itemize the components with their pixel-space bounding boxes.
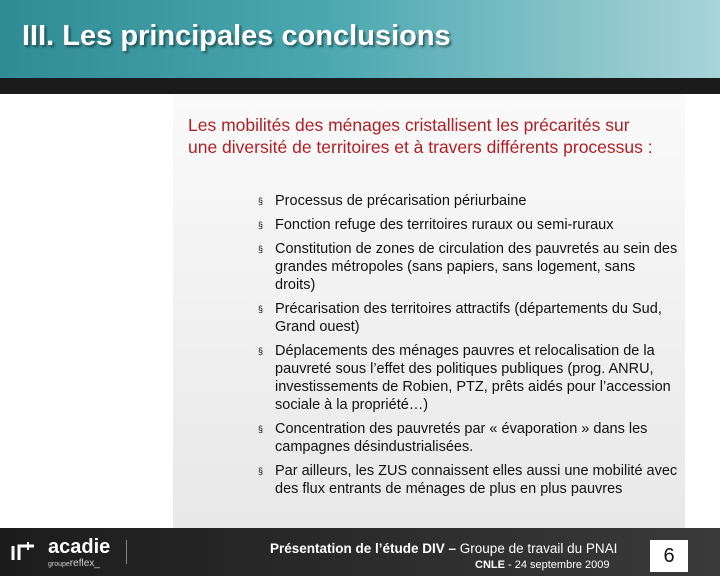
bullet-text: Constitution de zones de circulation des pauvretés au sein des grandes métropoles (sans papiers, sans logement, sans droits) bbox=[275, 241, 678, 293]
title-divider-band bbox=[0, 78, 720, 94]
bullet-text: Par ailleurs, les ZUS connaissent elles aussi une mobilité avec des flux entrants de ménages de plus en plus pauvres bbox=[275, 463, 678, 497]
bullet-marker: § bbox=[258, 244, 264, 254]
acadie-logo-icon bbox=[10, 538, 40, 566]
logo-name: acadie bbox=[48, 536, 111, 558]
lead-text: Les mobilités des ménages cristallisent les précarités sur une diversité de territoires et à travers différents processus : bbox=[188, 115, 653, 157]
bullet-item bbox=[258, 420, 678, 456]
bullet-item bbox=[258, 240, 678, 294]
bullet-text: Processus de précarisation périurbaine bbox=[275, 193, 527, 209]
bullet-marker: § bbox=[258, 424, 264, 434]
title-banner bbox=[0, 0, 720, 78]
content-panel bbox=[173, 94, 685, 528]
bullet-marker: § bbox=[258, 220, 264, 230]
bullet-text: Déplacements des ménages pauvres et relocalisation de la pauvreté sous l’effet des politiques publiques (prog. ANRU, investissements de Robien, PTZ, prêts aidés pour l’accession sociale à la propriété…) bbox=[275, 343, 671, 413]
footer-date-line bbox=[475, 559, 610, 571]
logo-suffix: reflex_ bbox=[69, 558, 100, 569]
bullet-text: Précarisation des territoires attractifs (départements du Sud, Grand ouest) bbox=[275, 301, 662, 335]
bullet-marker: § bbox=[258, 304, 264, 314]
bullet-item bbox=[258, 300, 678, 336]
bullet-marker: § bbox=[258, 196, 264, 206]
logo-prefix: groupe bbox=[48, 561, 70, 568]
bullet-list bbox=[258, 192, 678, 504]
bullet-text: Fonction refuge des territoires ruraux ou semi-ruraux bbox=[275, 217, 614, 233]
page-number: 6 bbox=[650, 540, 688, 572]
group-label: Groupe de travail du PNAI bbox=[456, 541, 618, 556]
bullet-text: Concentration des pauvretés par « évaporation » dans les campagnes désindustrialisées. bbox=[275, 421, 648, 455]
footer-bar bbox=[0, 528, 720, 576]
logo-divider bbox=[126, 540, 127, 564]
footer-presentation-line bbox=[270, 541, 617, 556]
cnle-label: CNLE bbox=[475, 559, 505, 571]
bullet-marker: § bbox=[258, 466, 264, 476]
bullet-item bbox=[258, 462, 678, 498]
presentation-label: Présentation de l’étude DIV – bbox=[270, 541, 457, 556]
date-label: - 24 septembre 2009 bbox=[504, 559, 610, 571]
bullet-item bbox=[258, 192, 678, 210]
slide-title: III. Les principales conclusions bbox=[22, 20, 451, 52]
bullet-item bbox=[258, 342, 678, 414]
logo-subtitle bbox=[48, 559, 100, 570]
bullet-marker: § bbox=[258, 346, 264, 356]
bullet-item bbox=[258, 216, 678, 234]
